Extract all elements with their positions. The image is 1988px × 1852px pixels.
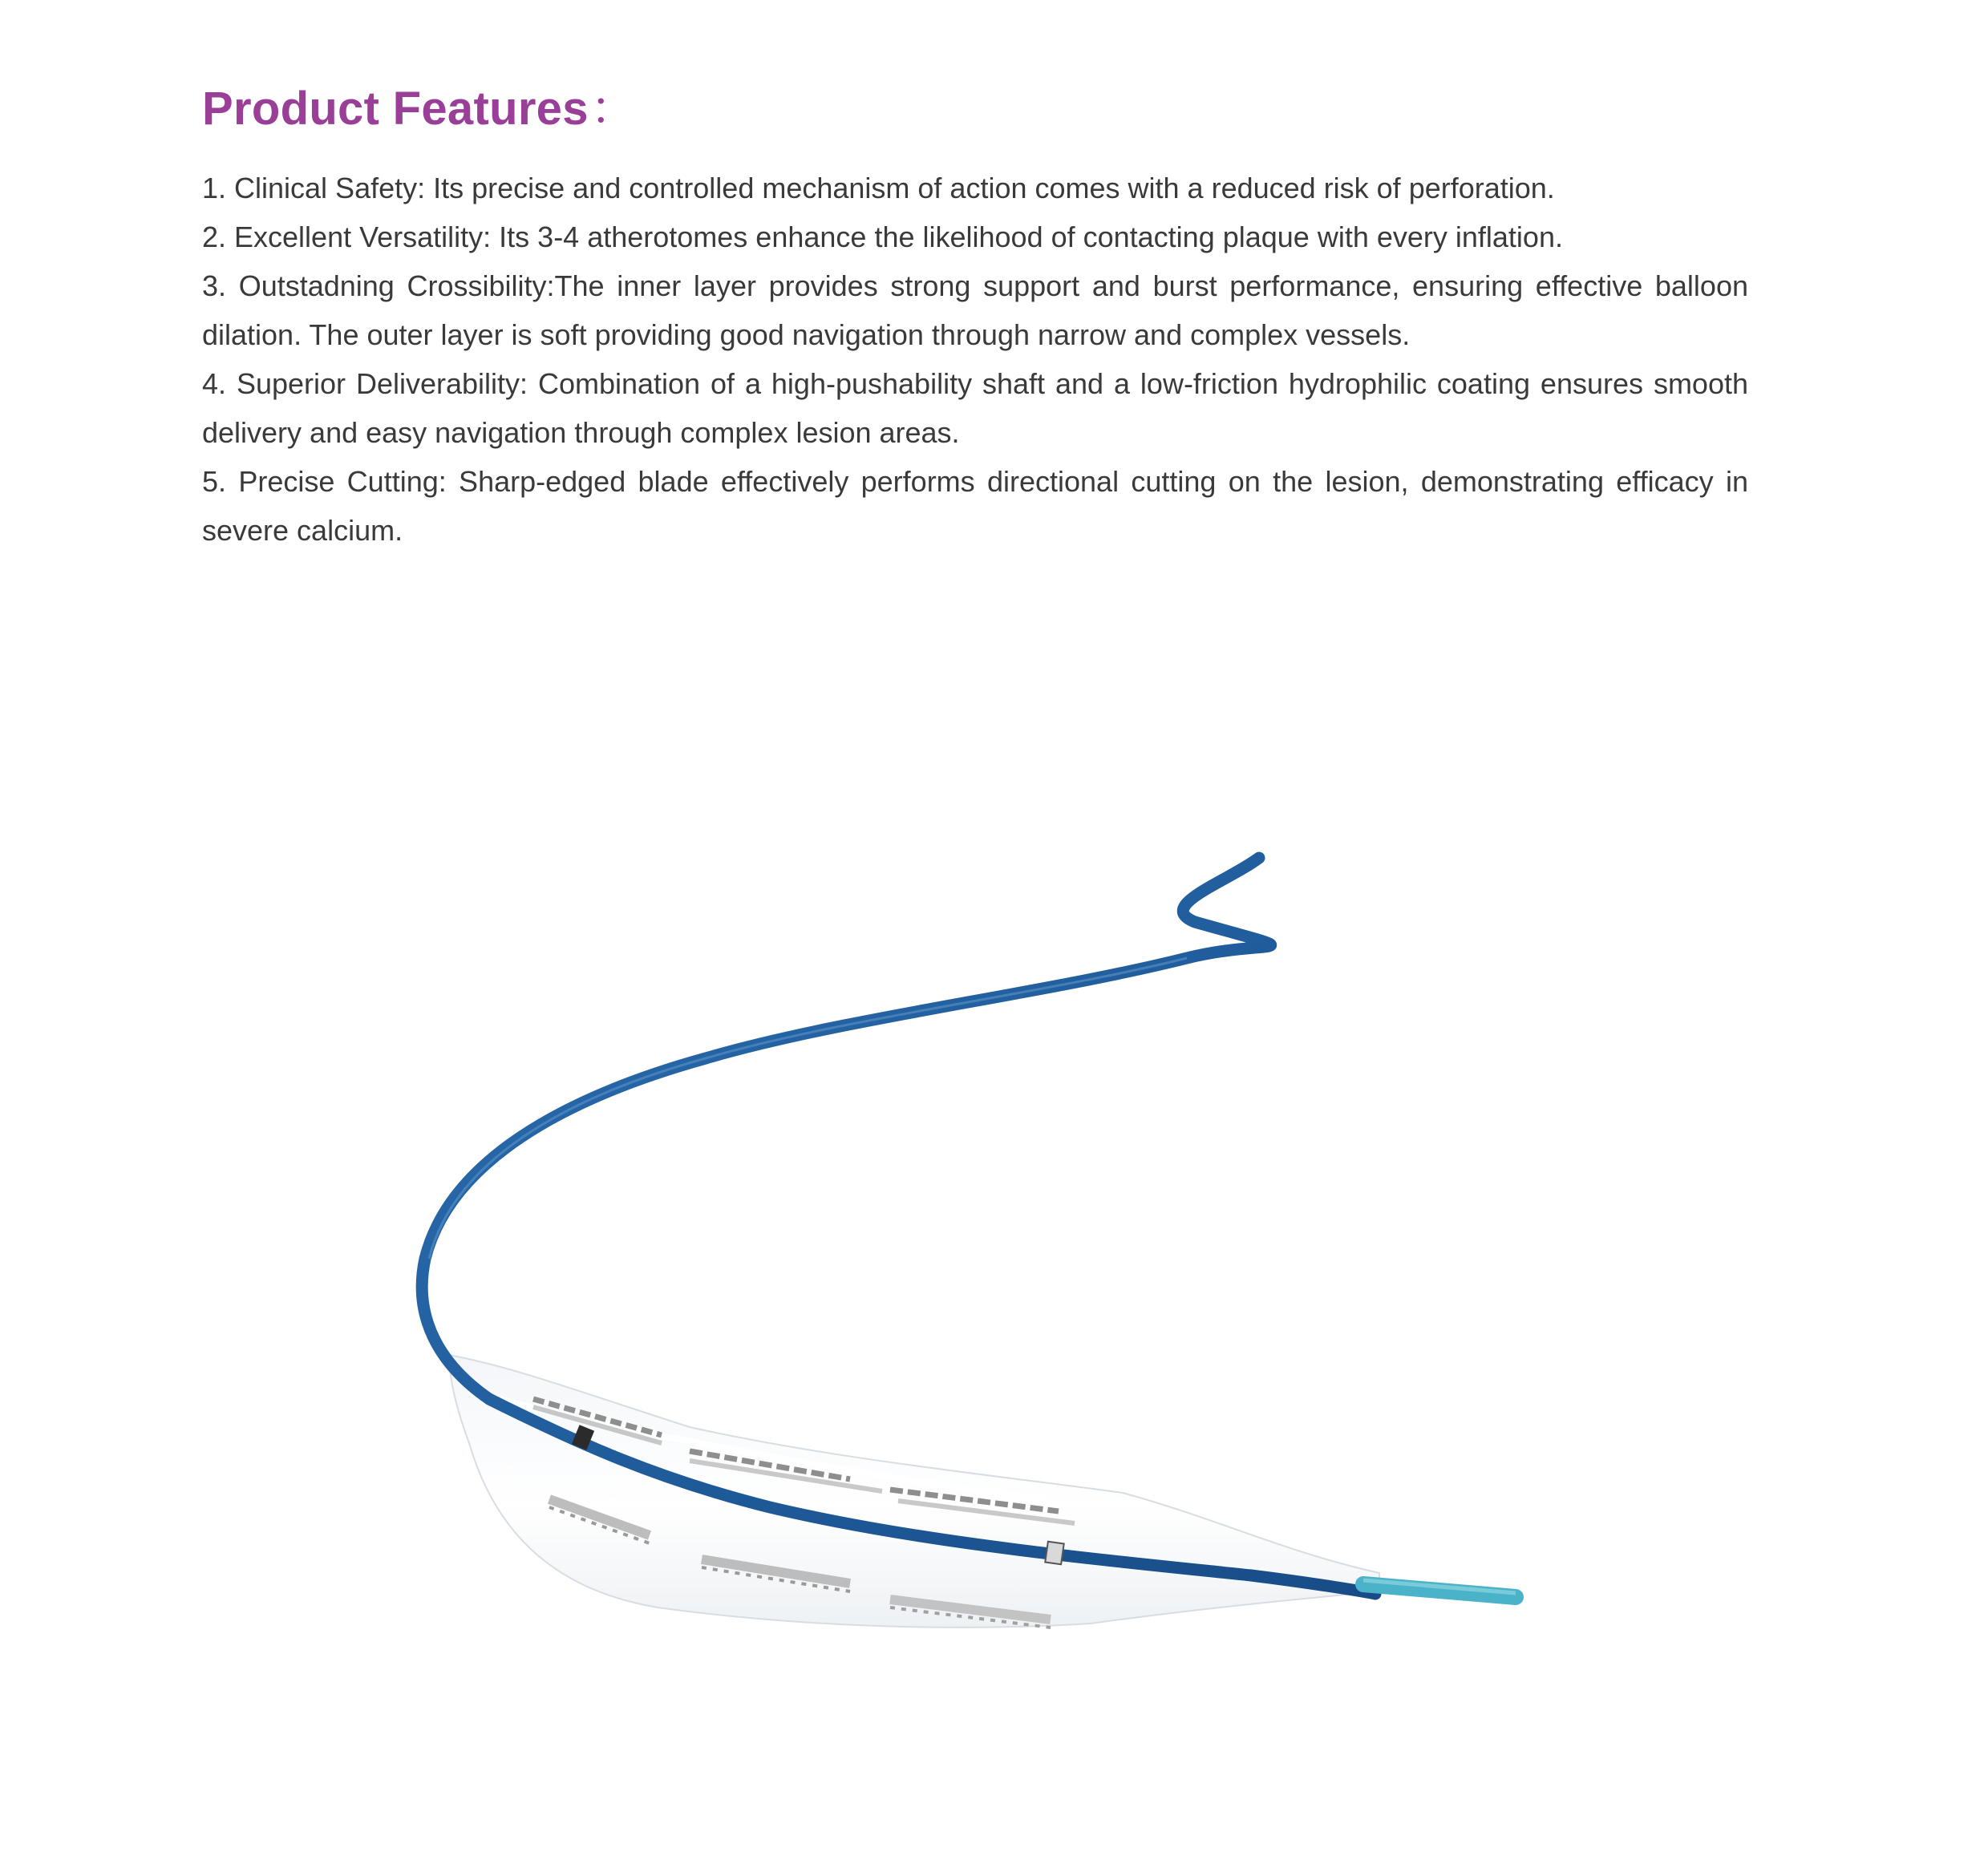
page-title (202, 77, 1748, 141)
feature-item-precise-cutting: 5. Precise Cutting: Sharp-edged blade effectively performs directional cutting on the lesion, demonstrating efficacy in severe calcium. (202, 465, 1748, 547)
atherotome-blades-upper (533, 1399, 1075, 1523)
atherotome-blades-lower (549, 1499, 1051, 1628)
balloon (449, 1355, 1379, 1628)
catheter-shaft (422, 858, 1375, 1594)
feature-item-clinical-safety: 1. Clinical Safety: Its precise and controlled mechanism of action comes with a reduced risk of perforation. (202, 172, 1555, 204)
catheter-tip (1363, 1580, 1516, 1597)
feature-list (202, 164, 1748, 555)
feature-item-versatility: 2. Excellent Versatility: Its 3-4 atherotomes enhance the likelihood of contacting plaque with every inflation. (202, 220, 1563, 253)
title-colon: ： (589, 83, 638, 135)
feature-item-crossibility: 3. Outstadning Crossibility:The inner layer provides strong support and burst performance, ensuring effective balloon dilation. The outer layer is soft providing good navigation through narrow and complex vessels. (202, 269, 1748, 351)
feature-item-deliverability: 4. Superior Deliverability: Combination of a high-pushability shaft and a low-friction hydrophilic coating ensures smooth delivery and easy navigation through complex lesion areas. (202, 367, 1748, 449)
product-features-section (202, 77, 1748, 555)
title-text: Product Features (202, 83, 589, 135)
